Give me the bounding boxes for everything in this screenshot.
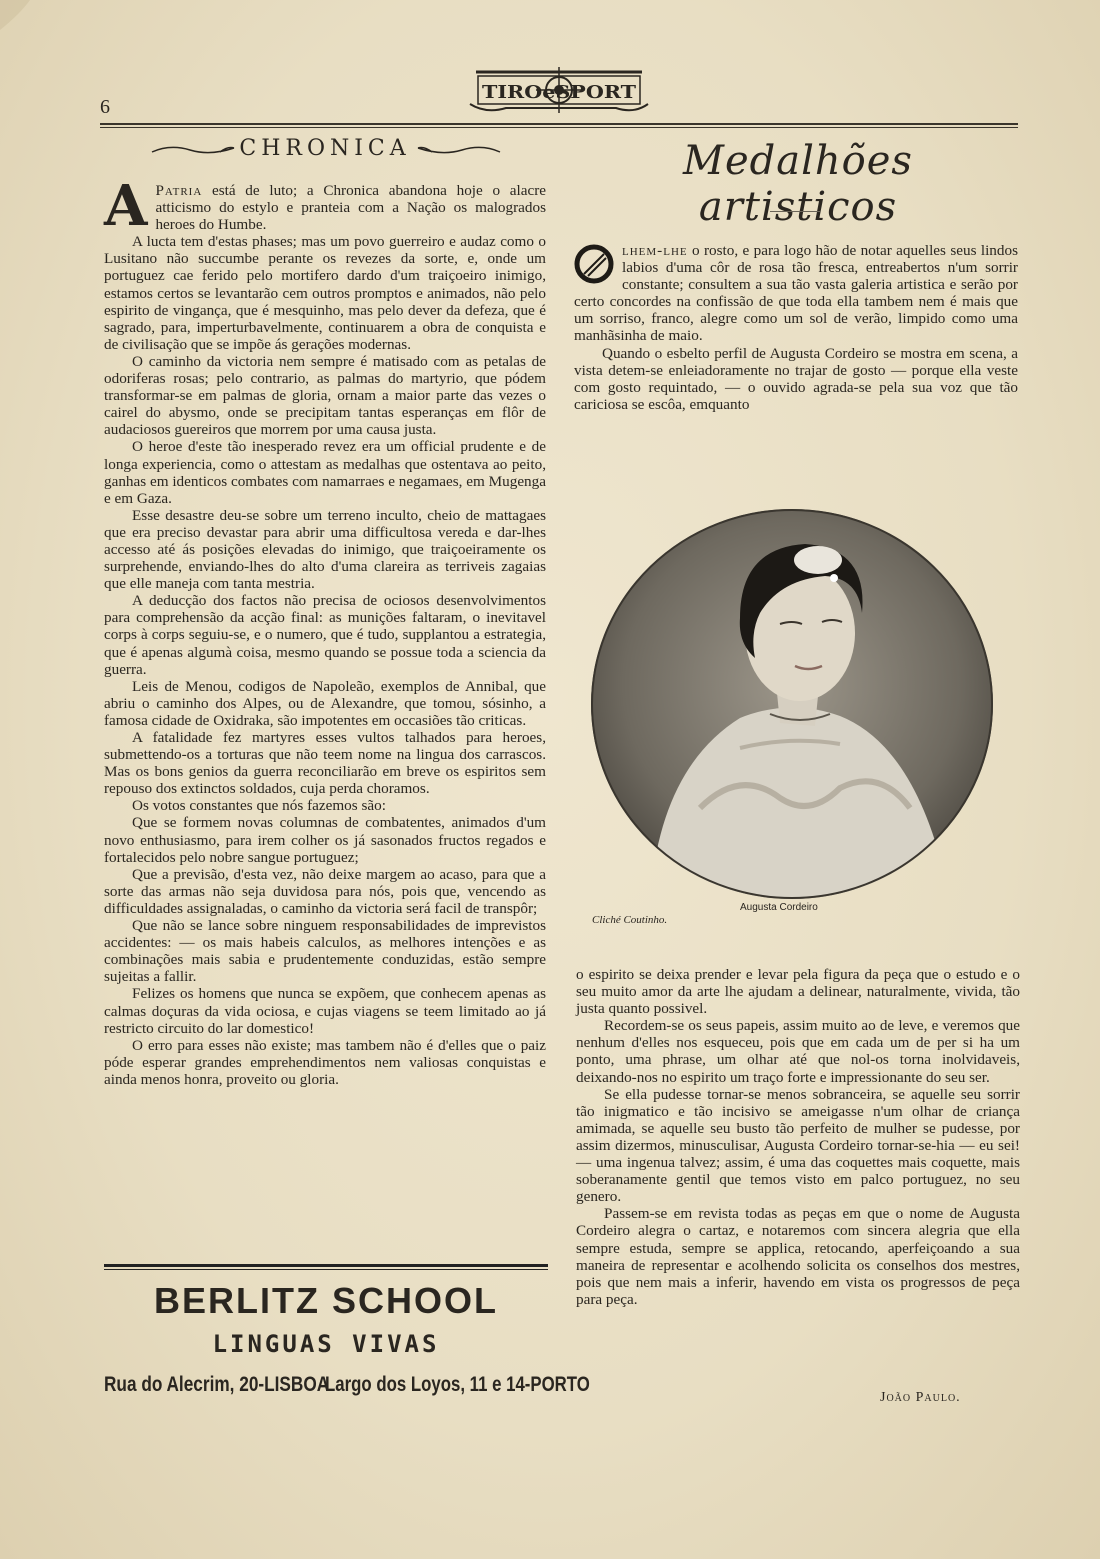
medalhoes-paragraph: o espirito se deixa prender e levar pela figura da peça que o estudo e o seu muito amor da arte lhe ajudam a delinear, naturalmente, vivida, tão justa quanto possivel.	[576, 966, 1020, 1018]
chronica-paragraph-1	[104, 173, 546, 239]
advert-address-lisboa: Rua do Alecrim, 20-LISBOA	[104, 1373, 330, 1396]
header-rule-thin	[100, 127, 1018, 128]
chronica-text: está de luto; a Chronica abandona hoje o alacre atticismo do estylo e pranteia com a Nação os malogrados heroes do Humbe.	[155, 182, 546, 234]
chronica-paragraph: Leis de Menou, codigos de Napoleão, exemplos de Annibal, que abriu o caminho dos Alpes, ou de Alexandre, que tomou, sósinho, a famosa cidade de Oxidraka, são impotentes em occasiões tão criticas.	[104, 677, 546, 729]
medalhoes-paragraph-1	[574, 242, 1018, 345]
medalhoes-continued	[576, 966, 1020, 1308]
medalhoes-text: o rosto, e para logo hão de notar aquelles seus lindos labios d'uma côr de rosa tão fresca, entreabertos n'um sorrir constante; consultem a sua tão vasta galeria artistica e serão por certo concordes na confissão de que toda ella tambem nem é mais que um sorriso, franco, alegre como um sol de verão, limpido como uma manhãsinha de maio.	[574, 242, 1018, 345]
photo-caption: Augusta Cordeiro	[740, 902, 818, 913]
chronica-title: CHRONICA	[239, 136, 411, 161]
header-rule	[100, 123, 1018, 125]
portrait-image	[590, 508, 994, 900]
chronica-paragraph: Que se formem novas columnas de combatentes, animados d'um novo enthusiasmo, para irem colher os já sasonados fructos regados e fortalecidos pelo nobre sangue portuguez;	[104, 814, 546, 866]
chronica-paragraph: Que não se lance sobre ninguem responsabilidades de imprevistos accidentes: — os mais habeis calculos, as melhores intenções e as combinações mais sabia e prudentemente conduzidas, estão sempre sujeitas a fallir.	[104, 917, 546, 986]
portrait-photo	[590, 508, 994, 900]
chronica-column	[104, 173, 546, 1088]
chronica-dropcap: A	[104, 173, 148, 239]
medalhoes-title: Medalhões artisticos	[683, 138, 913, 230]
photo-credit: Cliché Coutinho.	[592, 914, 668, 926]
masthead-text: TIROeSPORT	[482, 82, 637, 103]
chronica-paragraph: Os votos constantes que nós fazemos são:	[132, 797, 386, 815]
chronica-paragraph: Felizes os homens que nunca se expõem, que conhecem apenas as calmas doçuras da vida ociosa, e cujas viagens se teem limitado ao já restricto circuito do lar domestico!	[104, 985, 546, 1037]
chronica-paragraph: O erro para esses não existe; mas tambem não é d'elles que o paiz póde esperar grandes emprehendimentos nem valiosas conquistas e ainda menos honra, proveito ou gloria.	[104, 1036, 546, 1088]
chronica-paragraph: O heroe d'este tão inesperado revez era um official prudente e de longa experiencia, como o attestam as medalhas que ostentava ao peito, ganhas em identicos combates com namarraes e negamaes, em Mugenga e em Gaza.	[104, 438, 546, 507]
advert-rule	[104, 1264, 548, 1267]
medalhoes-intro	[574, 242, 1018, 413]
dropcap-o-icon	[574, 244, 614, 284]
chronica-paragraph: A deducção dos factos não precisa de ociosos desenvolvimentos para comprehensão da acção final: as munições faltaram, o inevitavel corps à corps seguiu-se, e o numero, que é tudo, supplantou a estrategia, que é apenas algumà coisa, mesmo quando se possue toda a sciencia da guerra.	[104, 592, 546, 678]
chronica-paragraph: Esse desastre deu-se sobre um terreno inculto, cheio de mattagaes que era preciso devastar para abrir uma difficultosa vereda e dar-lhes accesso até ás posições elevadas do inimigo, que traiçoeiramente os surprehende, enviando-lhes do alto d'uma clareira as terriveis zagaias que elle maneja com tanta mestria.	[104, 506, 546, 593]
medalhoes-paragraph: Recordem-se os seus papeis, assim muito ao de leve, e veremos que nenhum d'elles nos esqueceu, pois que em cada um de per si ha um ponto, uma phrase, um olhar até que nol-os torna inolvidaveis, deixando-nos no espirito um traço forte e impressionante do seu ser.	[576, 1017, 1020, 1086]
chronica-paragraph: A lucta tem d'estas phases; mas um povo guerreiro e audaz como o Lusitano não succumbe perante os revezes da sorte, e, onde um portuguez cae ferido pelo mortifero dardo d'um traiçoeiro inimigo, estamos certos se levantarão cem outros promptos e animados, não pelo espirito de vingança, que é mesquinho, mas pelo dever da defeza, que é sagrado, para, imperturbavelmente, continuarem a obra de conquista e de civilisação que se impõe ás gerações modernas.	[104, 233, 546, 353]
medalhoes-paragraph: Se ella pudesse tornar-se menos sobranceira, se aquelle seu sorrir tão inigmatico e tão incisivo se ameigasse n'um olhar de criança amimada, se aquelle seu busto tão perfeito de mulher se pudesse, por assim dizermos, minusculisar, Augusta Cordeiro tornar-se-hia — eu sei! — uma ingenua talvez; assim, é uma das coquettes mais coquette, mais soberanamente gentil que temos visto em palco portuguez, no seu genero.	[576, 1085, 1020, 1206]
medalhoes-paragraph: Passem-se em revista todas as peças em que o nome de Augusta Cordeiro alegra o cartaz, e notaremos com sincera alegria que ella sempre estuda, sempre se applica, retocando, aperfeiçoando a sua maneira de representar e acolhendo solicita os conselhos dos mestres, pois que nem mais a inferir, havendo em vista os progressos de peça para peça.	[576, 1205, 1020, 1308]
page-number: 6	[100, 96, 110, 118]
chronica-lead: Patria	[155, 182, 203, 199]
chronica-heading	[150, 134, 500, 166]
title-divider	[770, 211, 820, 212]
medalhoes-lead: lhem-lhe	[622, 242, 688, 259]
chronica-paragraph: O caminho da victoria nem sempre é matisado com as petalas de odoriferas rosas; pelo contrario, as palmas do martyrio, que pódem transformar-se em palmas de gloria, ornam a maior parte das vezes o cairel do abysmo, onde se precipitam tantas esperanças em flôr de audaciosos guereiros que morrem por uma causa justa.	[104, 352, 546, 439]
masthead-logo	[466, 64, 652, 116]
advert-address-porto: Largo dos Loyos, 11 e 14-PORTO	[325, 1373, 590, 1396]
medalhoes-paragraph: Quando o esbelto perfil de Augusta Cordeiro se mostra em scena, a vista detem-se enleiadoramente no trajar de gosto — porque ella veste com gosto requintado, — o ouvido agrada-se pela sua voz que tão cariciosa se escôa, emquanto	[574, 344, 1018, 413]
advert-rule-thin	[104, 1269, 548, 1270]
chronica-paragraph: A fatalidade fez martyres esses vultos talhados para heroes, submettendo-os a torturas que não teem nome na lingua dos carrascos. Mas os bons genios da guerra reconciliarão em breve os espiritos sem repouso dos extinctos soldados, cuja perda choramos.	[104, 729, 546, 798]
masthead-emblem-icon	[466, 64, 652, 116]
author-signature: João Paulo.	[880, 1390, 961, 1405]
corner-fold	[0, 0, 40, 40]
chronica-paragraph: Que a previsão, d'esta vez, não deixe margem ao acaso, para que a sorte das armas não seja duvidosa para nós, pois que, vencendo as difficuldades assignaladas, o caminho da victoria será facil de transpôr;	[104, 865, 546, 917]
advert-school-name: BERLITZ SCHOOL	[154, 1280, 498, 1321]
flourish-right-icon	[412, 140, 502, 160]
advert-subtitle: LINGUAS VIVAS	[212, 1330, 440, 1358]
